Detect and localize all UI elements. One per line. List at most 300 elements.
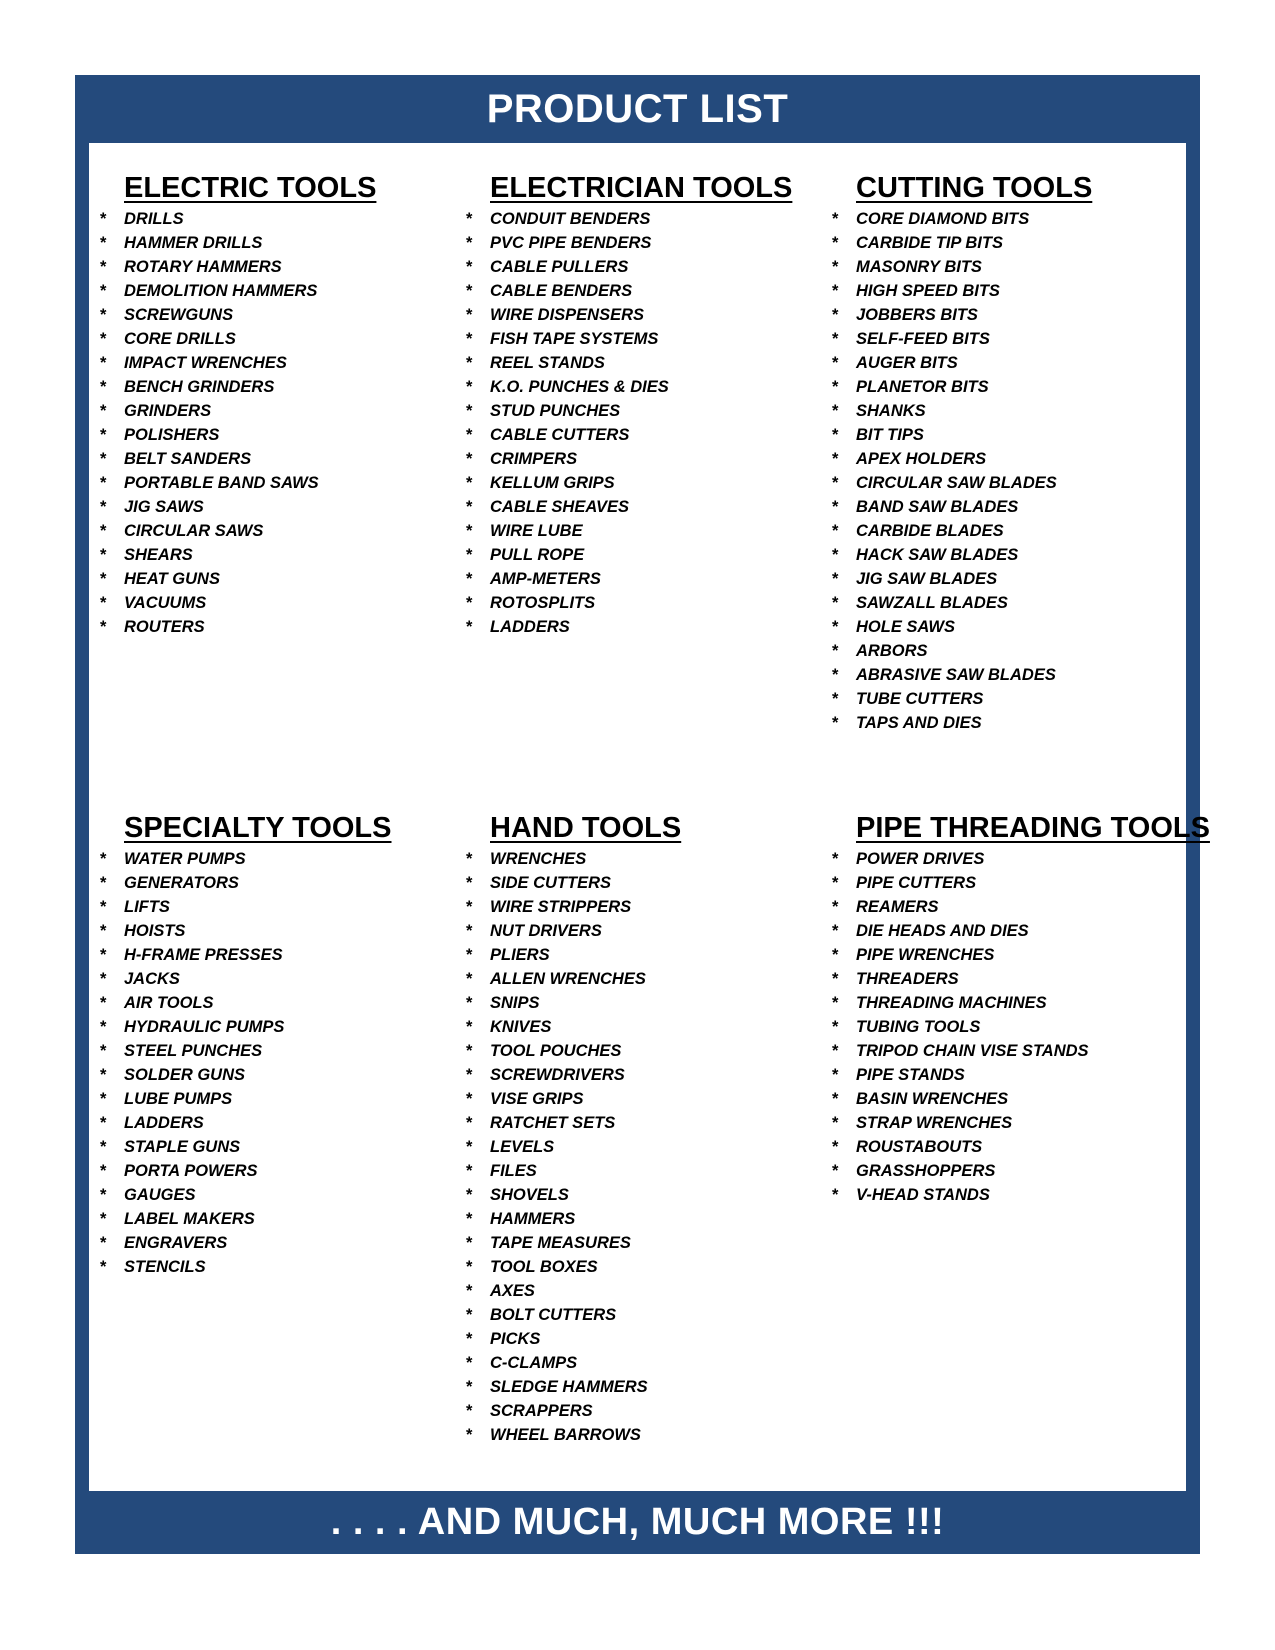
list-item: [466, 207, 826, 231]
list-item: [466, 1279, 826, 1303]
bullet-asterisk: *: [832, 1186, 839, 1204]
list-item: [100, 1255, 460, 1279]
item-label: HACK SAW BLADES: [856, 546, 1019, 564]
bullet-asterisk: *: [832, 378, 839, 396]
list-item: [466, 495, 826, 519]
list-item: [466, 591, 826, 615]
bullet-asterisk: *: [100, 378, 107, 396]
section-heading: ELECTRICIAN TOOLS: [490, 172, 793, 204]
bullet-asterisk: *: [100, 946, 107, 964]
bullet-asterisk: *: [466, 946, 473, 964]
bullet-asterisk: *: [100, 1234, 107, 1252]
bullet-asterisk: *: [466, 1066, 473, 1084]
list-item: [100, 543, 460, 567]
list-item: [832, 519, 1192, 543]
list-item: [100, 1183, 460, 1207]
list-item: [466, 1255, 826, 1279]
bullet-asterisk: *: [832, 474, 839, 492]
bullet-asterisk: *: [466, 1402, 473, 1420]
bullet-asterisk: *: [466, 1426, 473, 1444]
item-label: CABLE SHEAVES: [490, 498, 630, 516]
item-label: STRAP WRENCHES: [856, 1114, 1013, 1132]
item-label: ENGRAVERS: [124, 1234, 228, 1252]
bullet-asterisk: *: [832, 522, 839, 540]
bullet-asterisk: *: [100, 898, 107, 916]
bullet-asterisk: *: [100, 330, 107, 348]
bullet-asterisk: *: [100, 426, 107, 444]
list-item: [100, 231, 460, 255]
bullet-asterisk: *: [466, 570, 473, 588]
list-item: [100, 1231, 460, 1255]
bullet-asterisk: *: [100, 922, 107, 940]
bullet-asterisk: *: [466, 1330, 473, 1348]
bullet-asterisk: *: [100, 210, 107, 228]
list-item: [832, 255, 1192, 279]
item-label: CARBIDE TIP BITS: [856, 234, 1003, 252]
bullet-asterisk: *: [100, 1066, 107, 1084]
item-label: WIRE STRIPPERS: [490, 898, 632, 916]
list-item: [466, 1327, 826, 1351]
bullet-asterisk: *: [832, 970, 839, 988]
bullet-asterisk: *: [466, 498, 473, 516]
bullet-asterisk: *: [466, 474, 473, 492]
bullet-asterisk: *: [832, 1042, 839, 1060]
bullet-asterisk: *: [466, 1210, 473, 1228]
bullet-asterisk: *: [832, 546, 839, 564]
bullet-asterisk: *: [466, 258, 473, 276]
bullet-asterisk: *: [466, 594, 473, 612]
item-list: [100, 847, 460, 1279]
list-item: [832, 687, 1192, 711]
bullet-asterisk: *: [466, 1186, 473, 1204]
item-label: LADDERS: [124, 1114, 204, 1132]
item-label: ABRASIVE SAW BLADES: [856, 666, 1056, 684]
section-heading: SPECIALTY TOOLS: [124, 812, 392, 844]
list-item: [100, 871, 460, 895]
list-item: [466, 519, 826, 543]
bullet-asterisk: *: [832, 642, 839, 660]
bullet-asterisk: *: [466, 1378, 473, 1396]
list-item: [100, 847, 460, 871]
list-item: [466, 279, 826, 303]
bullet-asterisk: *: [832, 402, 839, 420]
item-label: REEL STANDS: [490, 354, 605, 372]
bullet-asterisk: *: [466, 970, 473, 988]
list-item: [466, 231, 826, 255]
bullet-asterisk: *: [466, 426, 473, 444]
list-item: [466, 943, 826, 967]
item-label: PICKS: [490, 1330, 541, 1348]
item-label: HAMMERS: [490, 1210, 576, 1228]
list-item: [100, 1063, 460, 1087]
bullet-asterisk: *: [100, 354, 107, 372]
list-item: [100, 399, 460, 423]
bullet-asterisk: *: [100, 282, 107, 300]
list-item: [832, 543, 1192, 567]
list-item: [100, 471, 460, 495]
list-item: [466, 1183, 826, 1207]
item-label: WIRE DISPENSERS: [490, 306, 645, 324]
list-item: [832, 919, 1192, 943]
bullet-asterisk: *: [832, 1090, 839, 1108]
list-item: [100, 895, 460, 919]
list-item: [466, 1135, 826, 1159]
item-label: PIPE STANDS: [856, 1066, 965, 1084]
bullet-asterisk: *: [832, 898, 839, 916]
bullet-asterisk: *: [100, 450, 107, 468]
item-label: KNIVES: [490, 1018, 552, 1036]
list-item: [100, 1135, 460, 1159]
list-item: [832, 1015, 1192, 1039]
item-label: SAWZALL BLADES: [856, 594, 1008, 612]
bullet-asterisk: *: [466, 874, 473, 892]
bullet-asterisk: *: [466, 210, 473, 228]
bullet-asterisk: *: [832, 594, 839, 612]
bullet-asterisk: *: [466, 1042, 473, 1060]
list-item: [832, 1039, 1192, 1063]
item-label: WIRE LUBE: [490, 522, 583, 540]
item-label: PULL ROPE: [490, 546, 585, 564]
list-item: [832, 207, 1192, 231]
bullet-asterisk: *: [100, 570, 107, 588]
list-item: [466, 895, 826, 919]
list-item: [832, 495, 1192, 519]
item-label: FISH TAPE SYSTEMS: [490, 330, 659, 348]
list-item: [100, 1159, 460, 1183]
item-label: ROUSTABOUTS: [856, 1138, 983, 1156]
list-item: [832, 567, 1192, 591]
bullet-asterisk: *: [832, 330, 839, 348]
item-label: TOOL POUCHES: [490, 1042, 622, 1060]
item-label: CORE DIAMOND BITS: [856, 210, 1030, 228]
bullet-asterisk: *: [100, 474, 107, 492]
list-item: [832, 351, 1192, 375]
list-item: [466, 1111, 826, 1135]
list-item: [100, 351, 460, 375]
item-label: CARBIDE BLADES: [856, 522, 1004, 540]
item-label: BASIN WRENCHES: [856, 1090, 1009, 1108]
bullet-asterisk: *: [832, 690, 839, 708]
bullet-asterisk: *: [100, 994, 107, 1012]
bullet-asterisk: *: [466, 330, 473, 348]
item-label: JIG SAWS: [124, 498, 204, 516]
item-label: STENCILS: [124, 1258, 206, 1276]
list-item: [832, 663, 1192, 687]
item-label: IMPACT WRENCHES: [124, 354, 287, 372]
item-label: SLEDGE HAMMERS: [490, 1378, 648, 1396]
item-list: [466, 207, 826, 639]
section-cutting-tools: [832, 171, 1192, 735]
bullet-asterisk: *: [466, 306, 473, 324]
item-label: REAMERS: [856, 898, 939, 916]
bullet-asterisk: *: [832, 258, 839, 276]
list-item: [466, 847, 826, 871]
list-item: [466, 399, 826, 423]
list-item: [466, 1087, 826, 1111]
item-label: AUGER BITS: [856, 354, 958, 372]
item-label: GAUGES: [124, 1186, 196, 1204]
list-item: [832, 279, 1192, 303]
bullet-asterisk: *: [832, 714, 839, 732]
item-label: NUT DRIVERS: [490, 922, 602, 940]
list-item: [466, 303, 826, 327]
item-label: JIG SAW BLADES: [856, 570, 998, 588]
list-item: [466, 471, 826, 495]
bullet-asterisk: *: [832, 306, 839, 324]
list-item: [466, 1375, 826, 1399]
list-item: [100, 991, 460, 1015]
list-item: [100, 591, 460, 615]
page-title: PRODUCT LIST: [486, 86, 789, 131]
list-item: [832, 639, 1192, 663]
bullet-asterisk: *: [832, 874, 839, 892]
section-heading: ELECTRIC TOOLS: [124, 172, 377, 204]
bullet-asterisk: *: [832, 1138, 839, 1156]
bullet-asterisk: *: [466, 546, 473, 564]
bullet-asterisk: *: [832, 234, 839, 252]
bullet-asterisk: *: [466, 522, 473, 540]
item-label: LIFTS: [124, 898, 170, 916]
list-item: [466, 1015, 826, 1039]
bullet-asterisk: *: [466, 1306, 473, 1324]
list-item: [466, 567, 826, 591]
bullet-asterisk: *: [832, 994, 839, 1012]
item-label: ROTARY HAMMERS: [124, 258, 282, 276]
list-item: [466, 1159, 826, 1183]
bullet-asterisk: *: [832, 922, 839, 940]
list-item: [466, 351, 826, 375]
bullet-asterisk: *: [466, 850, 473, 868]
item-label: DEMOLITION HAMMERS: [124, 282, 318, 300]
item-label: H-FRAME PRESSES: [124, 946, 283, 964]
item-label: RATCHET SETS: [490, 1114, 616, 1132]
item-label: BAND SAW BLADES: [856, 498, 1019, 516]
bullet-asterisk: *: [466, 1114, 473, 1132]
list-item: [832, 471, 1192, 495]
item-label: SHANKS: [856, 402, 926, 420]
bullet-asterisk: *: [100, 594, 107, 612]
bullet-asterisk: *: [832, 426, 839, 444]
item-label: HIGH SPEED BITS: [856, 282, 1000, 300]
item-label: TOOL BOXES: [490, 1258, 598, 1276]
item-label: SIDE CUTTERS: [490, 874, 612, 892]
item-label: TAPE MEASURES: [490, 1234, 631, 1252]
item-label: ROTOSPLITS: [490, 594, 596, 612]
bullet-asterisk: *: [466, 450, 473, 468]
item-label: HOLE SAWS: [856, 618, 956, 636]
item-label: JACKS: [124, 970, 180, 988]
bullet-asterisk: *: [832, 946, 839, 964]
bullet-asterisk: *: [466, 618, 473, 636]
bullet-asterisk: *: [832, 618, 839, 636]
item-label: THREADING MACHINES: [856, 994, 1047, 1012]
bullet-asterisk: *: [100, 618, 107, 636]
item-label: WATER PUMPS: [124, 850, 246, 868]
list-item: [832, 967, 1192, 991]
item-list: [466, 847, 826, 1447]
item-label: STEEL PUNCHES: [124, 1042, 263, 1060]
bullet-asterisk: *: [466, 1162, 473, 1180]
item-label: SELF-FEED BITS: [856, 330, 990, 348]
list-item: [466, 967, 826, 991]
item-label: TUBE CUTTERS: [856, 690, 984, 708]
item-label: AXES: [490, 1282, 535, 1300]
item-label: SNIPS: [490, 994, 540, 1012]
list-item: [832, 943, 1192, 967]
bullet-asterisk: *: [466, 234, 473, 252]
list-item: [832, 375, 1192, 399]
list-item: [100, 207, 460, 231]
section-hand-tools: [466, 811, 826, 1447]
item-label: POLISHERS: [124, 426, 220, 444]
item-label: VACUUMS: [124, 594, 207, 612]
item-label: TAPS AND DIES: [856, 714, 982, 732]
list-item: [100, 447, 460, 471]
item-label: SCREWDRIVERS: [490, 1066, 625, 1084]
list-item: [832, 231, 1192, 255]
item-list: [832, 207, 1192, 735]
list-item: [100, 279, 460, 303]
bullet-asterisk: *: [832, 498, 839, 516]
list-item: [832, 1183, 1192, 1207]
section-heading: PIPE THREADING TOOLS: [856, 812, 1210, 844]
bullet-asterisk: *: [100, 1186, 107, 1204]
item-label: HOISTS: [124, 922, 186, 940]
bullet-asterisk: *: [832, 666, 839, 684]
list-item: [832, 423, 1192, 447]
list-item: [100, 615, 460, 639]
list-item: [832, 327, 1192, 351]
list-item: [832, 447, 1192, 471]
item-label: C-CLAMPS: [490, 1354, 578, 1372]
bullet-asterisk: *: [466, 1018, 473, 1036]
item-label: PORTABLE BAND SAWS: [124, 474, 319, 492]
bullet-asterisk: *: [100, 970, 107, 988]
header-band: [75, 75, 1200, 143]
list-item: [466, 1207, 826, 1231]
item-label: SCRAPPERS: [490, 1402, 593, 1420]
list-item: [466, 255, 826, 279]
item-label: DIE HEADS AND DIES: [856, 922, 1029, 940]
list-item: [832, 591, 1192, 615]
bullet-asterisk: *: [466, 1354, 473, 1372]
list-item: [466, 447, 826, 471]
list-item: [832, 1159, 1192, 1183]
bullet-asterisk: *: [100, 850, 107, 868]
bullet-asterisk: *: [466, 402, 473, 420]
list-item: [832, 895, 1192, 919]
list-item: [832, 399, 1192, 423]
item-label: WRENCHES: [490, 850, 587, 868]
list-item: [100, 1207, 460, 1231]
bullet-asterisk: *: [100, 1042, 107, 1060]
list-item: [832, 711, 1192, 735]
list-item: [100, 255, 460, 279]
bullet-asterisk: *: [100, 258, 107, 276]
list-item: [832, 1111, 1192, 1135]
bullet-asterisk: *: [100, 1114, 107, 1132]
bullet-asterisk: *: [832, 1066, 839, 1084]
item-label: CIRCULAR SAW BLADES: [856, 474, 1057, 492]
list-item: [100, 327, 460, 351]
bullet-asterisk: *: [100, 1018, 107, 1036]
item-label: AIR TOOLS: [124, 994, 214, 1012]
item-label: BOLT CUTTERS: [490, 1306, 617, 1324]
item-label: LADDERS: [490, 618, 570, 636]
item-label: CORE DRILLS: [124, 330, 236, 348]
item-label: STUD PUNCHES: [490, 402, 621, 420]
bullet-asterisk: *: [100, 1258, 107, 1276]
item-label: ALLEN WRENCHES: [490, 970, 646, 988]
list-item: [466, 1303, 826, 1327]
item-label: K.O. PUNCHES & DIES: [490, 378, 669, 396]
bullet-asterisk: *: [100, 874, 107, 892]
item-label: PORTA POWERS: [124, 1162, 258, 1180]
footer-band: [75, 1491, 1200, 1554]
list-item: [466, 871, 826, 895]
item-label: V-HEAD STANDS: [856, 1186, 990, 1204]
list-item: [466, 327, 826, 351]
item-label: HAMMER DRILLS: [124, 234, 263, 252]
item-label: DRILLS: [124, 210, 184, 228]
list-item: [832, 1063, 1192, 1087]
item-label: PIPE CUTTERS: [856, 874, 977, 892]
item-label: KELLUM GRIPS: [490, 474, 615, 492]
section-electrician-tools: [466, 171, 826, 639]
list-item: [100, 495, 460, 519]
list-item: [466, 1423, 826, 1447]
section-heading: HAND TOOLS: [490, 812, 682, 844]
bullet-asterisk: *: [100, 498, 107, 516]
list-item: [100, 303, 460, 327]
item-label: TUBING TOOLS: [856, 1018, 981, 1036]
item-label: WHEEL BARROWS: [490, 1426, 641, 1444]
list-item: [100, 967, 460, 991]
list-item: [832, 303, 1192, 327]
section-pipe-threading-tools: [832, 811, 1210, 1207]
list-item: [832, 871, 1192, 895]
list-item: [100, 519, 460, 543]
item-label: BIT TIPS: [856, 426, 924, 444]
item-label: STAPLE GUNS: [124, 1138, 241, 1156]
bullet-asterisk: *: [100, 1138, 107, 1156]
item-label: CIRCULAR SAWS: [124, 522, 264, 540]
item-list: [100, 207, 460, 639]
list-item: [466, 375, 826, 399]
list-item: [832, 615, 1192, 639]
list-item: [100, 567, 460, 591]
bullet-asterisk: *: [100, 1090, 107, 1108]
bullet-asterisk: *: [466, 898, 473, 916]
item-label: SCREWGUNS: [124, 306, 234, 324]
bullet-asterisk: *: [832, 570, 839, 588]
bullet-asterisk: *: [832, 450, 839, 468]
list-item: [466, 1063, 826, 1087]
list-item: [466, 423, 826, 447]
item-label: MASONRY BITS: [856, 258, 982, 276]
bullet-asterisk: *: [100, 1162, 107, 1180]
item-label: PIPE WRENCHES: [856, 946, 995, 964]
item-label: CRIMPERS: [490, 450, 578, 468]
item-label: THREADERS: [856, 970, 959, 988]
bullet-asterisk: *: [466, 378, 473, 396]
list-item: [100, 1111, 460, 1135]
list-item: [832, 1087, 1192, 1111]
item-label: CONDUIT BENDERS: [490, 210, 651, 228]
bullet-asterisk: *: [100, 546, 107, 564]
item-label: APEX HOLDERS: [856, 450, 987, 468]
bullet-asterisk: *: [832, 1114, 839, 1132]
